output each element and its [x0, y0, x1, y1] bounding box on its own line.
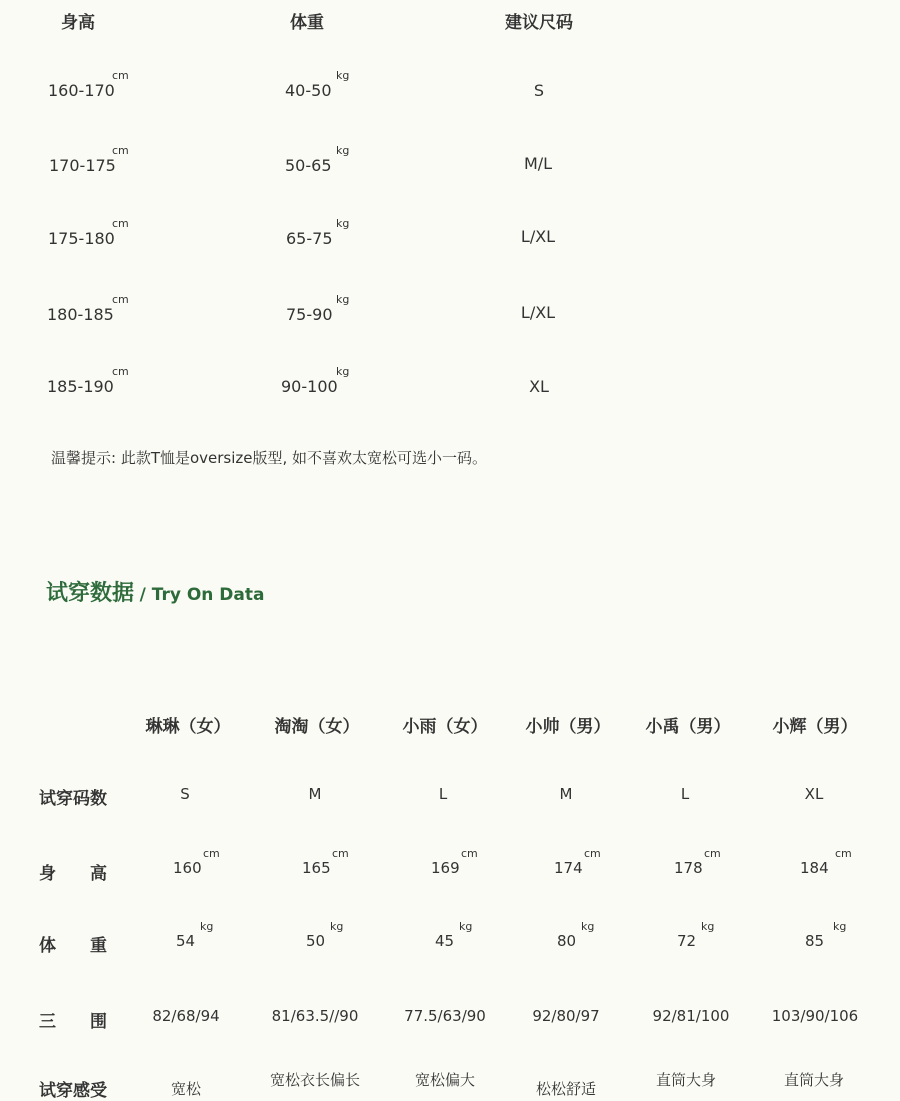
row-label-measurements: 三 围 — [39, 1012, 107, 1032]
try-on-feel: 宽松偏大 — [414, 1071, 476, 1089]
try-on-feel: 宽松 — [170, 1080, 202, 1098]
try-on-weight: 45 kg — [435, 920, 473, 950]
try-on-feel: 宽松衣长偏长 — [269, 1071, 361, 1089]
person-header: 淘淘（女） — [274, 717, 360, 737]
try-on-height: 165 cm — [302, 847, 349, 877]
section-title-en: / Try On Data — [139, 585, 265, 605]
person-header: 小禹（男） — [645, 717, 731, 737]
table-row-weight: 90-100 kg — [281, 365, 350, 396]
try-on-feel: 直筒大身 — [655, 1071, 717, 1089]
table-row-height: 170-175 cm — [49, 144, 129, 175]
try-on-weight: 50 kg — [306, 920, 344, 950]
try-on-height: 178 cm — [674, 847, 721, 877]
table-row-size: XL — [529, 377, 549, 396]
try-on-size: M — [559, 785, 573, 803]
try-on-measurements: 92/81/100 — [652, 1007, 730, 1025]
person-header: 小帅（男） — [525, 717, 611, 737]
table-row-weight: 50-65 kg — [285, 144, 350, 175]
person-header: 小雨（女） — [402, 717, 488, 737]
row-label-feel: 试穿感受 — [39, 1081, 107, 1101]
size-tip: 温馨提示: 此款T恤是oversize版型, 如不喜欢太宽松可选小一码。 — [51, 449, 488, 467]
try-on-size: L — [680, 785, 690, 803]
try-on-height: 160 cm — [173, 847, 220, 877]
try-on-measurements: 77.5/63/90 — [404, 1007, 486, 1025]
section-title-zh: 试穿数据 — [46, 581, 135, 606]
try-on-size: XL — [804, 785, 824, 803]
table-row-size: M/L — [523, 154, 553, 173]
try-on-measurements: 82/68/94 — [152, 1007, 220, 1025]
try-on-size: M — [308, 785, 322, 803]
header-recommended-size: 建议尺码 — [505, 13, 573, 33]
person-header: 小辉（男） — [772, 717, 858, 737]
try-on-measurements: 81/63.5//90 — [271, 1007, 359, 1025]
table-row-height: 160-170 cm — [48, 69, 129, 100]
table-row-size: L/XL — [520, 227, 556, 246]
try-on-size: L — [438, 785, 448, 803]
table-row-height: 180-185 cm — [47, 293, 129, 324]
person-header: 琳琳（女） — [145, 717, 231, 737]
try-on-measurements: 92/80/97 — [532, 1007, 600, 1025]
table-row-weight: 40-50 kg — [285, 69, 350, 100]
try-on-weight: 80 kg — [557, 920, 595, 950]
header-height: 身高 — [61, 13, 95, 33]
table-row-size: L/XL — [520, 303, 556, 322]
table-row-height: 185-190 cm — [47, 365, 129, 396]
table-row-weight: 75-90 kg — [286, 293, 350, 324]
section-title — [46, 576, 265, 607]
try-on-height: 174 cm — [554, 847, 601, 877]
table-row-weight: 65-75 kg — [286, 217, 350, 248]
try-on-weight: 54 kg — [176, 920, 214, 950]
try-on-measurements: 103/90/106 — [771, 1007, 859, 1025]
try-on-height: 169 cm — [431, 847, 478, 877]
try-on-feel: 松松舒适 — [535, 1080, 597, 1098]
row-label-size: 试穿码数 — [39, 789, 107, 809]
row-label-height: 身 高 — [39, 864, 107, 884]
header-weight: 体重 — [290, 13, 324, 33]
try-on-size: S — [180, 785, 190, 803]
row-label-weight: 体 重 — [39, 936, 107, 956]
try-on-height: 184 cm — [800, 847, 852, 877]
try-on-weight: 72 kg — [677, 920, 715, 950]
table-row-size: S — [533, 81, 545, 100]
table-row-height: 175-180 cm — [48, 217, 129, 248]
try-on-feel: 直筒大身 — [783, 1071, 845, 1089]
try-on-weight: 85 kg — [805, 920, 847, 950]
